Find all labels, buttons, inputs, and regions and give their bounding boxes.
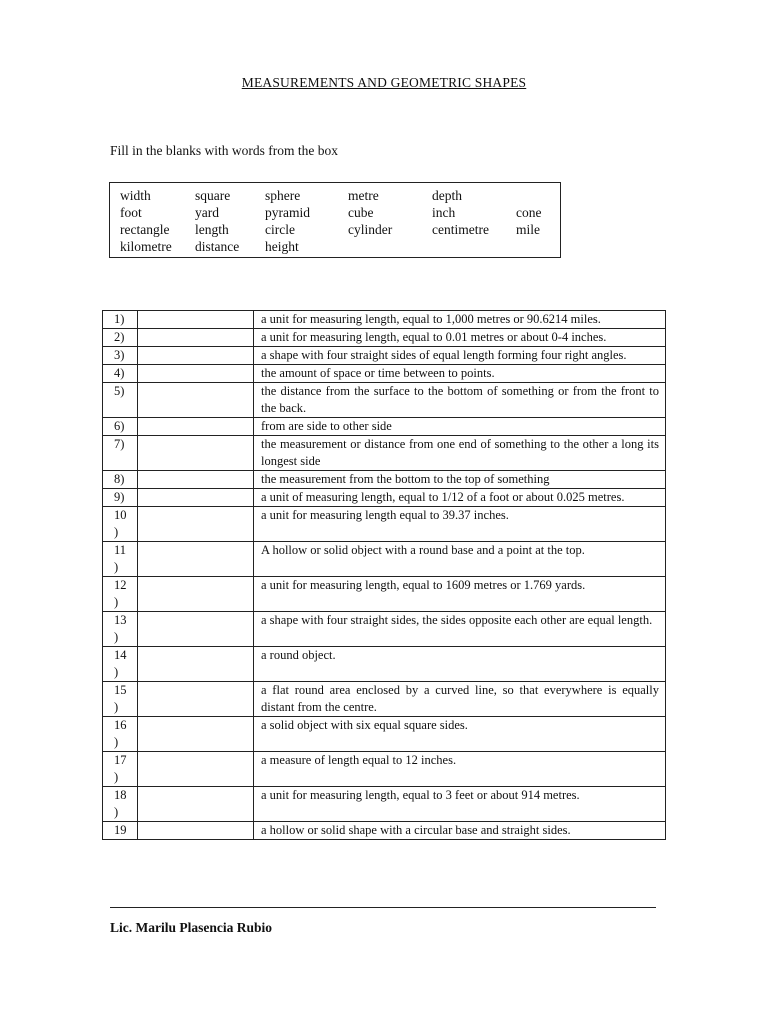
- question-row: [103, 822, 666, 840]
- question-definition: from are side to other side: [254, 418, 666, 436]
- answer-blank[interactable]: [138, 365, 254, 383]
- question-row: [103, 682, 666, 717]
- word-box-word: height: [265, 239, 299, 254]
- word-box-word: length: [195, 222, 229, 237]
- question-row: [103, 752, 666, 787]
- question-row: [103, 647, 666, 682]
- question-row: [103, 612, 666, 647]
- question-definition: the measurement or distance from one end of something to the other a long its longest side: [254, 436, 666, 471]
- question-row: [103, 542, 666, 577]
- question-number: 13 ): [103, 612, 138, 647]
- word-box-word: cylinder: [348, 222, 393, 237]
- question-number: 6): [103, 418, 138, 436]
- word-box-word: yard: [195, 205, 219, 220]
- word-box-word: mile: [516, 222, 540, 237]
- word-box: [109, 182, 561, 258]
- question-row: [103, 471, 666, 489]
- question-number: 2): [103, 329, 138, 347]
- instruction-text: Fill in the blanks with words from the box: [110, 143, 338, 158]
- questions-table: [102, 310, 666, 840]
- question-definition: the distance from the surface to the bottom of something or from the front to the back.: [254, 383, 666, 418]
- question-number: 8): [103, 471, 138, 489]
- word-box-word: cone: [516, 205, 542, 220]
- question-definition: a solid object with six equal square sides.: [254, 717, 666, 752]
- answer-blank[interactable]: [138, 311, 254, 329]
- question-number: 1): [103, 311, 138, 329]
- question-row: [103, 577, 666, 612]
- question-number: 11 ): [103, 542, 138, 577]
- question-definition: a round object.: [254, 647, 666, 682]
- question-row: [103, 329, 666, 347]
- word-box-word: rectangle: [120, 222, 170, 237]
- question-number: 10 ): [103, 507, 138, 542]
- question-row: [103, 418, 666, 436]
- question-row: [103, 436, 666, 471]
- question-definition: a measure of length equal to 12 inches.: [254, 752, 666, 787]
- word-box-row: [110, 239, 560, 256]
- answer-blank[interactable]: [138, 436, 254, 471]
- word-box-word: cube: [348, 205, 374, 220]
- question-definition: a unit of measuring length, equal to 1/12 of a foot or about 0.025 metres.: [254, 489, 666, 507]
- question-definition: a unit for measuring length equal to 39.37 inches.: [254, 507, 666, 542]
- word-box-word: circle: [265, 222, 295, 237]
- question-definition: a shape with four straight sides, the sides opposite each other are equal length.: [254, 612, 666, 647]
- question-number: 9): [103, 489, 138, 507]
- question-definition: a flat round area enclosed by a curved line, so that everywhere is equally distant from the centre.: [254, 682, 666, 717]
- question-definition: A hollow or solid object with a round base and a point at the top.: [254, 542, 666, 577]
- answer-blank[interactable]: [138, 383, 254, 418]
- question-row: [103, 365, 666, 383]
- word-box-word: centimetre: [432, 222, 489, 237]
- answer-blank[interactable]: [138, 577, 254, 612]
- question-number: 4): [103, 365, 138, 383]
- question-number: 16 ): [103, 717, 138, 752]
- word-box-row: [110, 188, 560, 205]
- answer-blank[interactable]: [138, 752, 254, 787]
- footer-divider: [110, 907, 656, 908]
- question-definition: a unit for measuring length, equal to 1609 metres or 1.769 yards.: [254, 577, 666, 612]
- answer-blank[interactable]: [138, 787, 254, 822]
- question-row: [103, 489, 666, 507]
- document-title: MEASUREMENTS AND GEOMETRIC SHAPES: [241, 75, 527, 90]
- author-name: Lic. Marilu Plasencia Rubio: [110, 920, 272, 935]
- answer-blank[interactable]: [138, 471, 254, 489]
- word-box-word: depth: [432, 188, 462, 203]
- word-box-word: foot: [120, 205, 142, 220]
- question-number: 7): [103, 436, 138, 471]
- question-number: 5): [103, 383, 138, 418]
- answer-blank[interactable]: [138, 347, 254, 365]
- answer-blank[interactable]: [138, 329, 254, 347]
- word-box-word: width: [120, 188, 151, 203]
- question-number: 19: [103, 822, 138, 840]
- question-row: [103, 311, 666, 329]
- question-row: [103, 787, 666, 822]
- question-row: [103, 347, 666, 365]
- word-box-word: kilometre: [120, 239, 172, 254]
- question-row: [103, 507, 666, 542]
- question-number: 15 ): [103, 682, 138, 717]
- word-box-word: sphere: [265, 188, 301, 203]
- question-number: 3): [103, 347, 138, 365]
- answer-blank[interactable]: [138, 647, 254, 682]
- question-definition: a shape with four straight sides of equal length forming four right angles.: [254, 347, 666, 365]
- answer-blank[interactable]: [138, 717, 254, 752]
- answer-blank[interactable]: [138, 489, 254, 507]
- answer-blank[interactable]: [138, 507, 254, 542]
- question-definition: a unit for measuring length, equal to 0.01 metres or about 0-4 inches.: [254, 329, 666, 347]
- question-number: 18 ): [103, 787, 138, 822]
- question-number: 14 ): [103, 647, 138, 682]
- answer-blank[interactable]: [138, 418, 254, 436]
- question-row: [103, 383, 666, 418]
- word-box-word: distance: [195, 239, 240, 254]
- question-number: 12 ): [103, 577, 138, 612]
- answer-blank[interactable]: [138, 822, 254, 840]
- question-row: [103, 717, 666, 752]
- question-definition: a unit for measuring length, equal to 3 feet or about 914 metres.: [254, 787, 666, 822]
- question-number: 17 ): [103, 752, 138, 787]
- question-definition: a unit for measuring length, equal to 1,000 metres or 90.6214 miles.: [254, 311, 666, 329]
- answer-blank[interactable]: [138, 612, 254, 647]
- word-box-row: [110, 205, 560, 222]
- word-box-word: pyramid: [265, 205, 310, 220]
- question-definition: the amount of space or time between to points.: [254, 365, 666, 383]
- word-box-word: metre: [348, 188, 379, 203]
- word-box-row: [110, 222, 560, 239]
- word-box-word: inch: [432, 205, 456, 220]
- question-definition: the measurement from the bottom to the top of something: [254, 471, 666, 489]
- question-definition: a hollow or solid shape with a circular base and straight sides.: [254, 822, 666, 840]
- word-box-word: square: [195, 188, 231, 203]
- answer-blank[interactable]: [138, 542, 254, 577]
- answer-blank[interactable]: [138, 682, 254, 717]
